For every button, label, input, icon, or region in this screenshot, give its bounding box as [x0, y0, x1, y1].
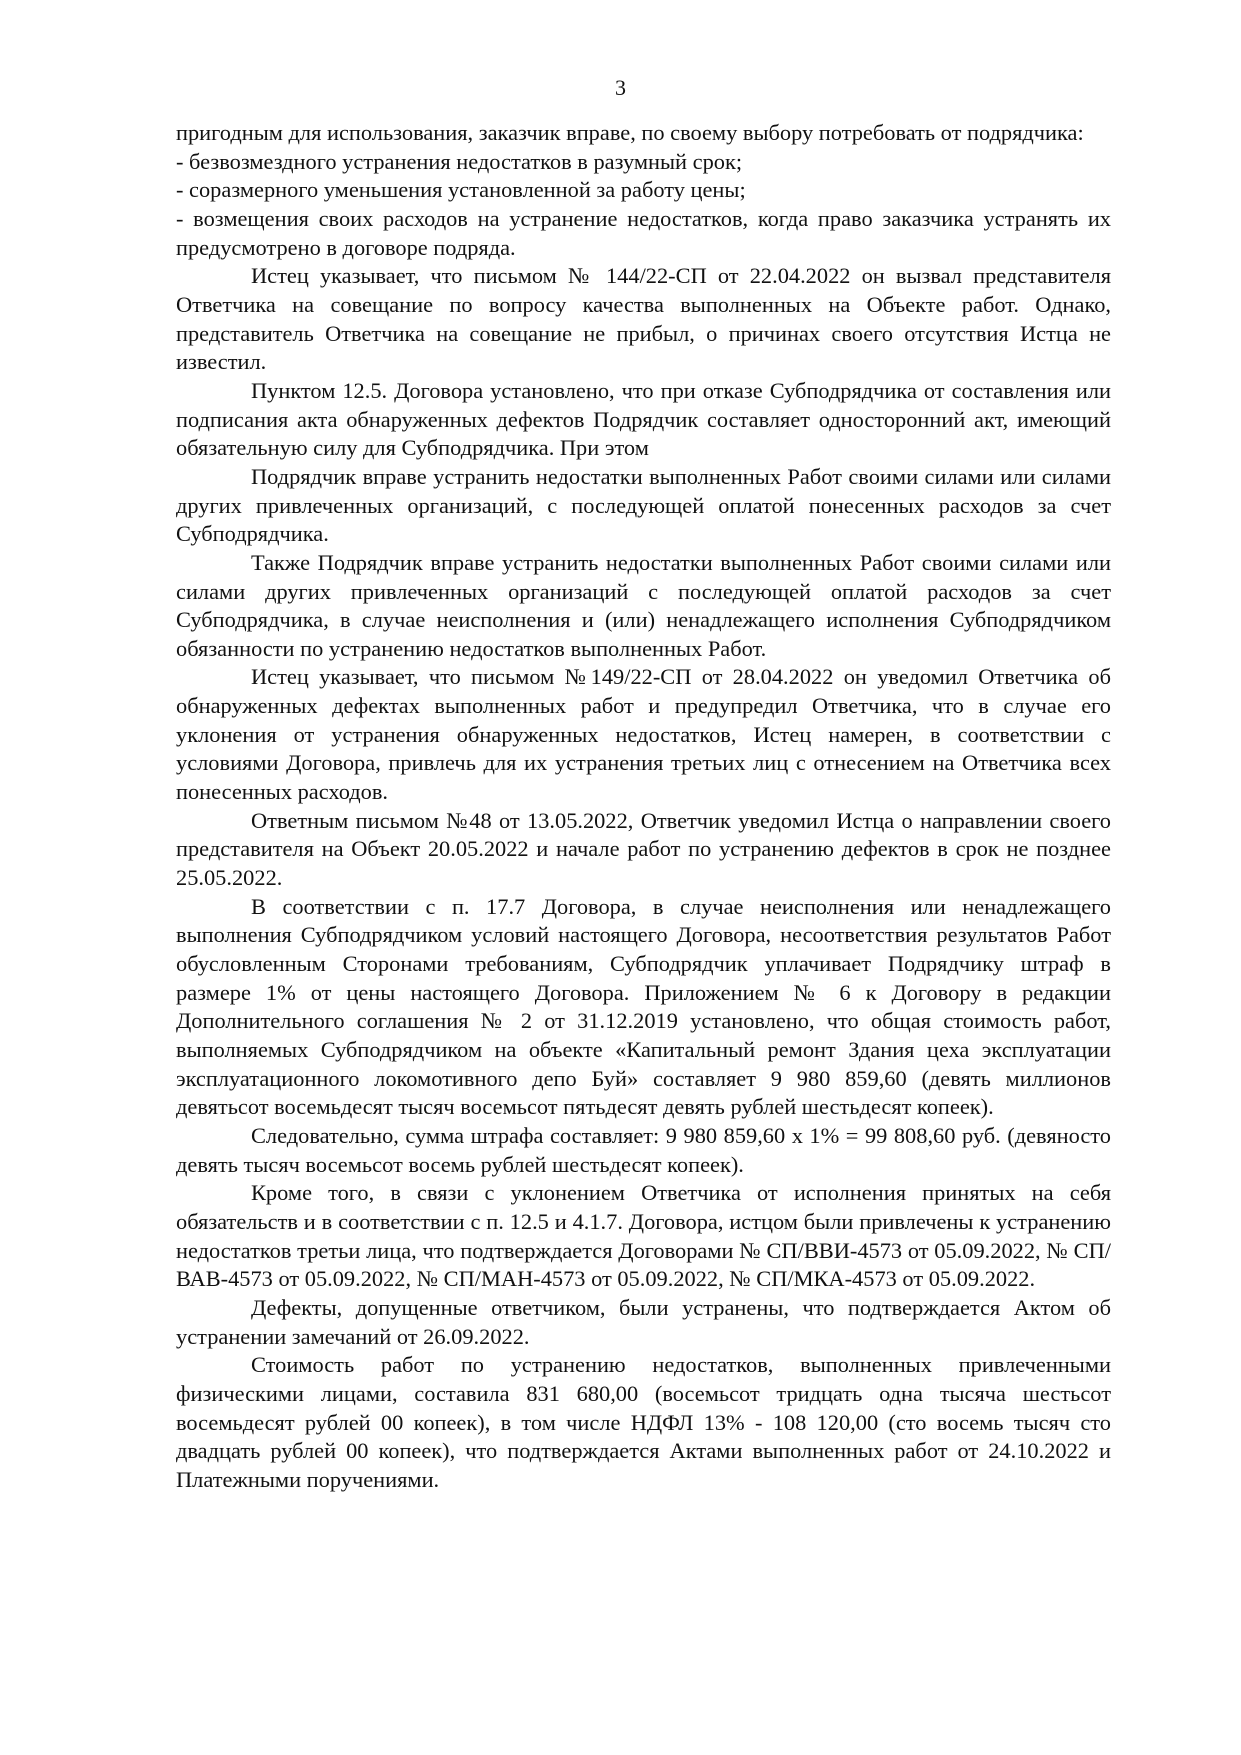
paragraph-clause-12-5: Пунктом 12.5. Договора установлено, что при отказе Субподрядчика от составления или подписания акта обнаруженных дефектов Подрядчик составляет односторонний акт, имеющий обязательную силу для Субподрядчика. При этом [176, 377, 1111, 461]
list-item-expense-reimbursement: - возмещения своих расходов на устранение недостатков, когда право заказчика устранять их предусмотрено в договоре подряда. [176, 205, 1111, 260]
paragraph-letter-149: Истец указывает, что письмом №149/22-СП от 28.04.2022 он уведомил Ответчика об обнаруженных дефектах выполненных работ и предупредил Ответчика, что в случае его уклонения от устранения обнаруженных недостатков, Истец намерен, в соответствии с условиями Договора, привлечь для их устранения третьих лиц с отнесением на Ответчика всех понесенных расходов. [176, 664, 1111, 805]
paragraph-letter-48: Ответным письмом №48 от 13.05.2022, Ответчик уведомил Истца о направлении своего представителя на Объект 20.05.2022 и начале работ по устранению дефектов в срок не позднее 25.05.2022. [176, 807, 1111, 891]
paragraph-penalty-calculation: Следовательно, сумма штрафа составляет: 9 980 859,60 х 1% = 99 808,60 руб. (девяносто девять тысяч восемьсот восемь рублей шестьдесят копеек). [176, 1122, 1111, 1177]
paragraph-contractor-right: Подрядчик вправе устранить недостатки выполненных Работ своими силами или силами других привлеченных организаций, с последующей оплатой понесенных расходов за счет Субподрядчика. [176, 463, 1111, 547]
paragraph-letter-144: Истец указывает, что письмом № 144/22-СП от 22.04.2022 он вызвал представителя Ответчика на совещание по вопросу качества выполненных на Объекте работ. Однако, представитель Ответчика на совещание не прибыл, о причинах своего отсутствия Истца не известил. [176, 263, 1111, 375]
paragraph-repair-cost: Стоимость работ по устранению недостатков, выполненных привлеченными физическими лицами, составила 831 680,00 (восемьсот тридцать одна тысяча шестьсот восемьдесят рублей 00 копеек), в том числе НДФЛ 13% - 108 120,00 (сто восемь тысяч сто двадцать рублей 00 копеек), что подтверждается Актами выполненных работ от 24.10.2022 и Платежными поручениями. [176, 1352, 1111, 1492]
paragraph-third-party-contracts: Кроме того, в связи с уклонением Ответчика от исполнения принятых на себя обязательств и в соответствии с п. 12.5 и 4.1.7. Договора, истцом были привлечены к устранению недостатков третьи лица, что подтверждается Договорами № СП/ВВИ-4573 от 05.09.2022, № СП/ВАВ-4573 от 05.09.2022, № СП/МАН-4573 от 05.09.2022, № СП/МКА-4573 от 05.09.2022. [176, 1180, 1111, 1292]
paragraph-clause-17-7: В соответствии с п. 17.7 Договора, в случае неисполнения или ненадлежащего выполнения Субподрядчиком условий настоящего Договора, несоответствия результатов Работ обусловленным Сторонами требованиям, Субподрядчик уплачивает Подрядчику штраф в размере 1% от цены настоящего Договора. Приложением № 6 к Договору в редакции Дополнительного соглашения № 2 от 31.12.2019 установлено, что общая стоимость работ, выполняемых Субподрядчиком на объекте «Капитальный ремонт Здания цеха эксплуатации эксплуатационного локомотивного депо Буй» составляет 9 980 859,60 (девять миллионов девятьсот восемьдесят тысяч восемьсот пятьдесят девять рублей шестьдесят копеек). [176, 893, 1111, 1120]
paragraph-contractor-right-also: Также Подрядчик вправе устранить недостатки выполненных Работ своими силами или силами других привлеченных организаций с последующей оплатой расходов за счет Субподрядчика, в случае неисполнения и (или) ненадлежащего исполнения Субподрядчиком обязанности по устранению недостатков выполненных Работ. [176, 549, 1111, 661]
page-number: 3 [615, 75, 626, 100]
list-item-price-reduction: - соразмерного уменьшения установленной за работу цены; [176, 177, 746, 203]
document-body [176, 119, 1111, 1495]
paragraph-defects-fixed: Дефекты, допущенные ответчиком, были устранены, что подтверждается Актом об устранении замечаний от 26.09.2022. [176, 1294, 1111, 1349]
list-item-free-repair: - безвозмездного устранения недостатков в разумный срок; [176, 148, 743, 174]
paragraph-continuation: пригодным для использования, заказчик вправе, по своему выбору потребовать от подрядчика: [176, 120, 1084, 145]
